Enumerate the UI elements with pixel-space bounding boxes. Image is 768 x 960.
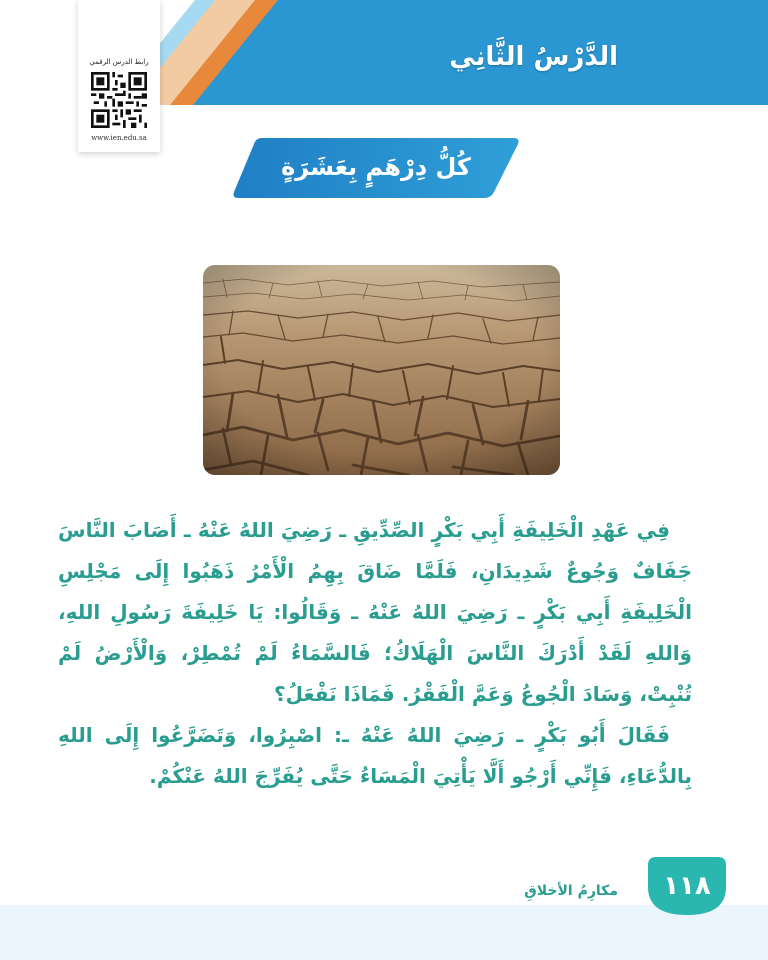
- qr-url[interactable]: www.ien.edu.sa: [91, 134, 147, 142]
- story-paragraph-1: فِي عَهْدِ الْخَلِيفَةِ أَبِي بَكْرٍ الصِّدِّيقِ ـ رَضِيَ اللهُ عَنْهُ ـ أَصَابَ النَّاسَ جَفَافٌ وَجُوعٌ شَدِيدَانِ، فَلَمَّا ضَاقَ بِهِمُ الْأَمْرُ ذَهَبُوا إِلَى مَجْلِسِ الْخَلِيفَةِ أَبِي بَكْرٍ ـ رَضِيَ اللهُ عَنْهُ ـ وَقَالُوا: يَا خَلِيفَةَ رَسُولِ اللهِ، وَاللهِ لَقَدْ أَدْرَكَ النَّاسَ الْهَلَاكُ؛ فَالسَّمَاءُ لَمْ تُمْطِرْ، وَالْأَرْضُ لَمْ تُنْبِتْ، وَسَادَ الْجُوعُ وَعَمَّ الْفَقْرُ. فَمَاذَا نَفْعَلُ؟: [58, 518, 692, 706]
- book-name: مكارِمُ الأخلاقِ: [524, 883, 618, 899]
- story-title: كُلُّ دِرْهَمٍ بِعَشَرَةٍ: [281, 153, 471, 181]
- qr-label: رابط الدرس الرقمي: [89, 58, 149, 66]
- story-paragraph-2: فَقَالَ أَبُو بَكْرٍ ـ رَضِيَ اللهُ عَنْهُ ـ: اصْبِرُوا، وَتَضَرَّعُوا إِلَى اللهِ بِالدُّعَاءِ، فَإِنِّي أَرْجُو أَلَّا يَأْتِيَ الْمَسَاءُ حَتَّى يُفَرِّجَ اللهُ عَنْكُمْ.: [58, 723, 692, 788]
- page-number: ١١٨: [663, 871, 711, 901]
- story-title-banner: [232, 134, 520, 200]
- page-number-badge: [648, 857, 726, 919]
- lesson-title: الدَّرْسُ الثَّانِي: [449, 42, 618, 72]
- cracked-dry-earth-image: [203, 265, 560, 475]
- qr-card[interactable]: [78, 0, 160, 152]
- qr-code-icon[interactable]: [91, 72, 147, 128]
- story-text: [58, 510, 692, 797]
- cracked-earth-illustration: [203, 265, 560, 475]
